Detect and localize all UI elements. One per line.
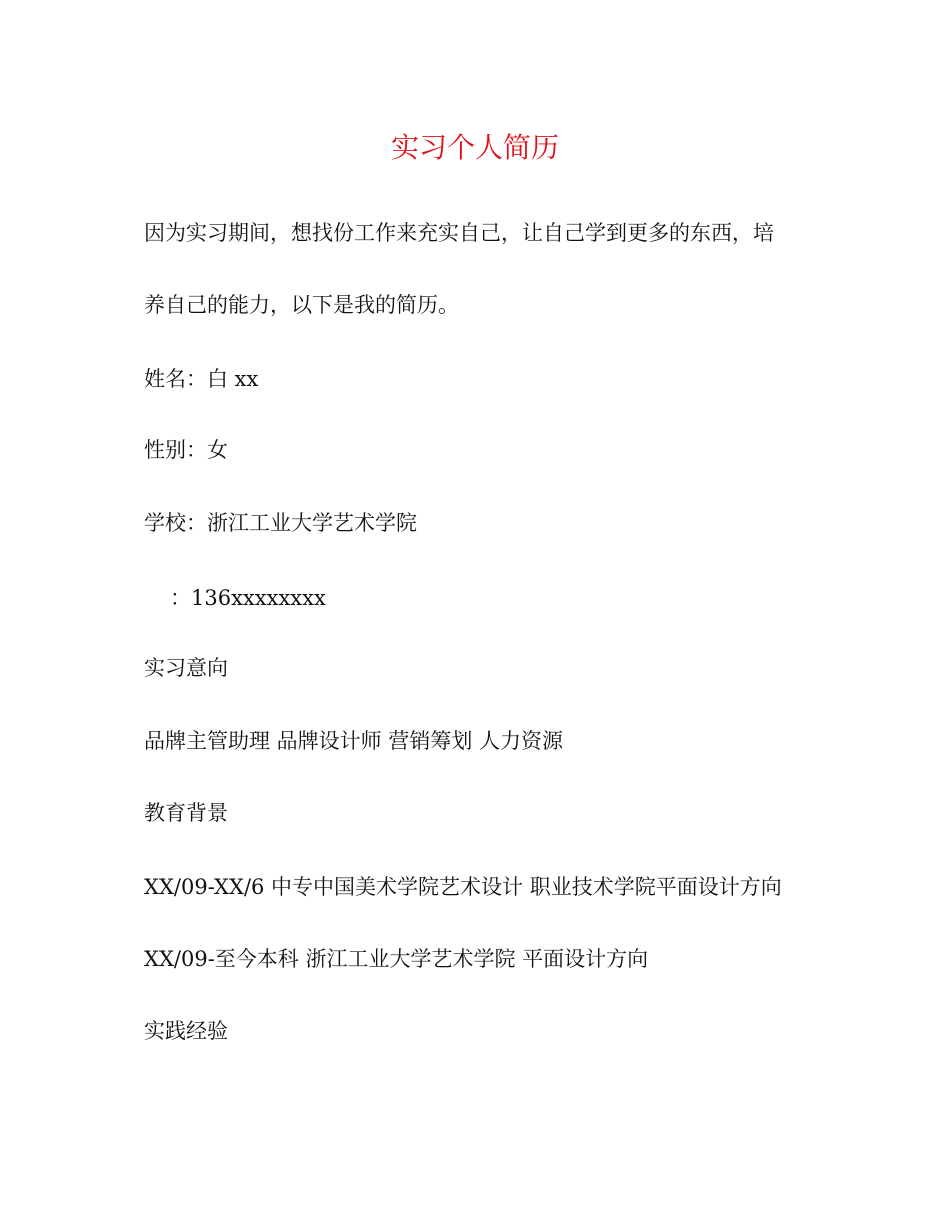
education-item-1: XX/09-XX/6 中专中国美术学院艺术设计 职业技术学院平面设计方向 xyxy=(144,875,782,899)
page-title: 实习个人简历 xyxy=(390,131,559,164)
education-heading: 教育背景 xyxy=(144,801,228,825)
name-line: 姓名：白 xx xyxy=(144,367,259,391)
gender-line: 性别：女 xyxy=(144,438,228,462)
intention-items: 品牌主管助理 品牌设计师 营销筹划 人力资源 xyxy=(144,729,564,753)
intro-line-1: 因为实习期间，想找份工作来充实自己，让自己学到更多的东西，培 xyxy=(144,221,774,245)
experience-heading: 实践经验 xyxy=(144,1019,228,1043)
education-item-2: XX/09-至今本科 浙江工业大学艺术学院 平面设计方向 xyxy=(144,947,649,971)
phone-line: ：136xxxxxxxx xyxy=(170,586,326,610)
school-line: 学校：浙江工业大学艺术学院 xyxy=(144,511,417,535)
intro-line-2: 养自己的能力，以下是我的简历。 xyxy=(144,293,459,317)
intention-heading: 实习意向 xyxy=(144,656,228,680)
